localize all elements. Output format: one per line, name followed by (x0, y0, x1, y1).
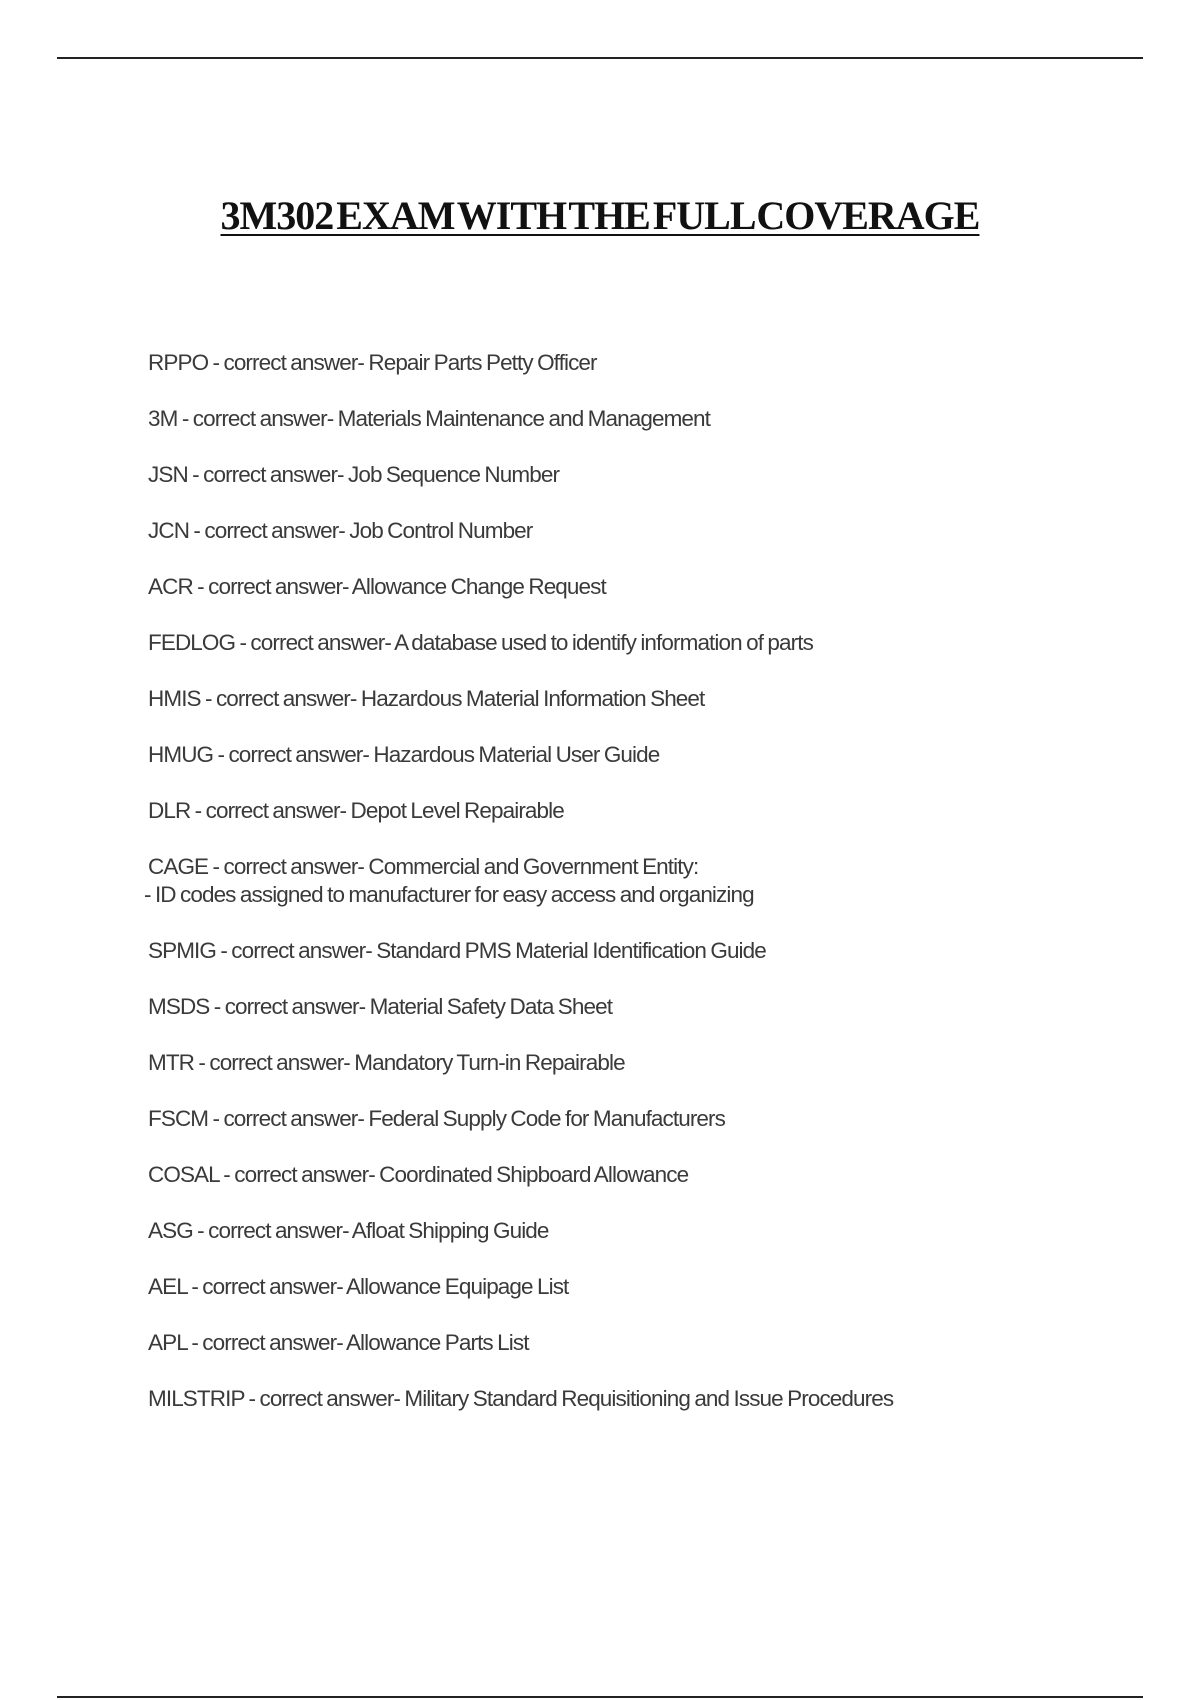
page-title-text: 3M302 EXAM WITH THE FULL COVERAGE (220, 193, 980, 238)
answer: Allowance Equipage List (345, 1274, 569, 1299)
answer: Depot Level Repairable (350, 798, 564, 823)
separator: - correct answer- (190, 798, 351, 823)
term: APL (148, 1330, 187, 1355)
separator: - correct answer- (216, 938, 377, 963)
term: ASG (148, 1218, 193, 1243)
answer: Coordinated Shipboard Allowance (379, 1162, 689, 1187)
term: COSAL (148, 1162, 219, 1187)
list-item (148, 741, 1148, 769)
answer: Repair Parts Petty Officer (368, 350, 597, 375)
term: MTR (148, 1050, 195, 1075)
separator: - correct answer- (235, 630, 395, 655)
term: JSN (148, 462, 188, 487)
list-item (148, 685, 1148, 713)
answer: Job Sequence Number (348, 462, 560, 487)
answer: Hazardous Material Information Sheet (360, 686, 705, 711)
answer: Material Safety Data Sheet (369, 994, 613, 1019)
list-item (148, 405, 1148, 433)
answer: Allowance Change Request (351, 574, 606, 599)
list-item (148, 629, 1148, 657)
term: HMUG (148, 742, 214, 767)
separator: - correct answer- (209, 994, 370, 1019)
separator: - correct answer- (218, 1162, 380, 1187)
separator: - correct answer- (208, 1106, 369, 1131)
qa-list (144, 349, 1148, 1441)
separator: - correct answer- (187, 1274, 346, 1299)
separator: - correct answer- (192, 1218, 352, 1243)
separator: - correct answer- (192, 574, 352, 599)
answer: Standard PMS Material Identification Guide (376, 938, 766, 963)
list-item (148, 1329, 1148, 1357)
term: AEL (148, 1274, 187, 1299)
page-title (0, 188, 1200, 244)
separator: - correct answer- (208, 350, 369, 375)
answer: Job Control Number (349, 518, 533, 543)
separator: - correct answer- (213, 742, 374, 767)
separator: - correct answer- (244, 1386, 405, 1411)
answer: Hazardous Material User Guide (373, 742, 660, 767)
term: MSDS (148, 994, 210, 1019)
bottom-rule (57, 1696, 1143, 1698)
list-item (148, 1217, 1148, 1245)
answer: Federal Supply Code for Manufacturers (368, 1106, 725, 1131)
term: HMIS (148, 686, 201, 711)
term: FSCM (148, 1106, 209, 1131)
term: SPMIG (148, 938, 217, 963)
term: DLR (148, 798, 191, 823)
term: CAGE (148, 854, 209, 879)
list-item (148, 1049, 1148, 1077)
answer: A database used to identify information of parts (394, 630, 813, 655)
answer: Military Standard Requisitioning and Issue Procedures (404, 1386, 894, 1411)
list-item (148, 349, 1148, 377)
list-item (148, 797, 1148, 825)
list-item (148, 937, 1148, 965)
list-item (148, 993, 1148, 1021)
answer: Mandatory Turn-in Repairable (354, 1050, 625, 1075)
term: ACR (148, 574, 193, 599)
answer: Materials Maintenance and Management (337, 406, 710, 431)
top-rule (57, 57, 1143, 59)
term: JCN (148, 518, 190, 543)
separator: - correct answer- (177, 406, 338, 431)
separator: - correct answer- (208, 854, 369, 879)
separator: - correct answer- (194, 1050, 355, 1075)
list-item (148, 573, 1148, 601)
separator: - correct answer- (189, 518, 350, 543)
term: FEDLOG (148, 630, 236, 655)
list-item (148, 1105, 1148, 1133)
term: RPPO (148, 350, 209, 375)
separator: - correct answer- (187, 1330, 346, 1355)
term: 3M (148, 406, 178, 431)
list-item (148, 1161, 1148, 1189)
term: MILSTRIP (148, 1386, 245, 1411)
answer-continuation: - ID codes assigned to manufacturer for easy access and organizing (144, 882, 754, 907)
answer: Afloat Shipping Guide (351, 1218, 549, 1243)
answer: Commercial and Government Entity: (368, 854, 699, 879)
list-item (144, 853, 1148, 909)
list-item (148, 461, 1148, 489)
separator: - correct answer- (187, 462, 348, 487)
list-item (148, 517, 1148, 545)
answer: Allowance Parts List (345, 1330, 529, 1355)
list-item (148, 1385, 1148, 1413)
separator: - correct answer- (200, 686, 361, 711)
list-item (148, 1273, 1148, 1301)
